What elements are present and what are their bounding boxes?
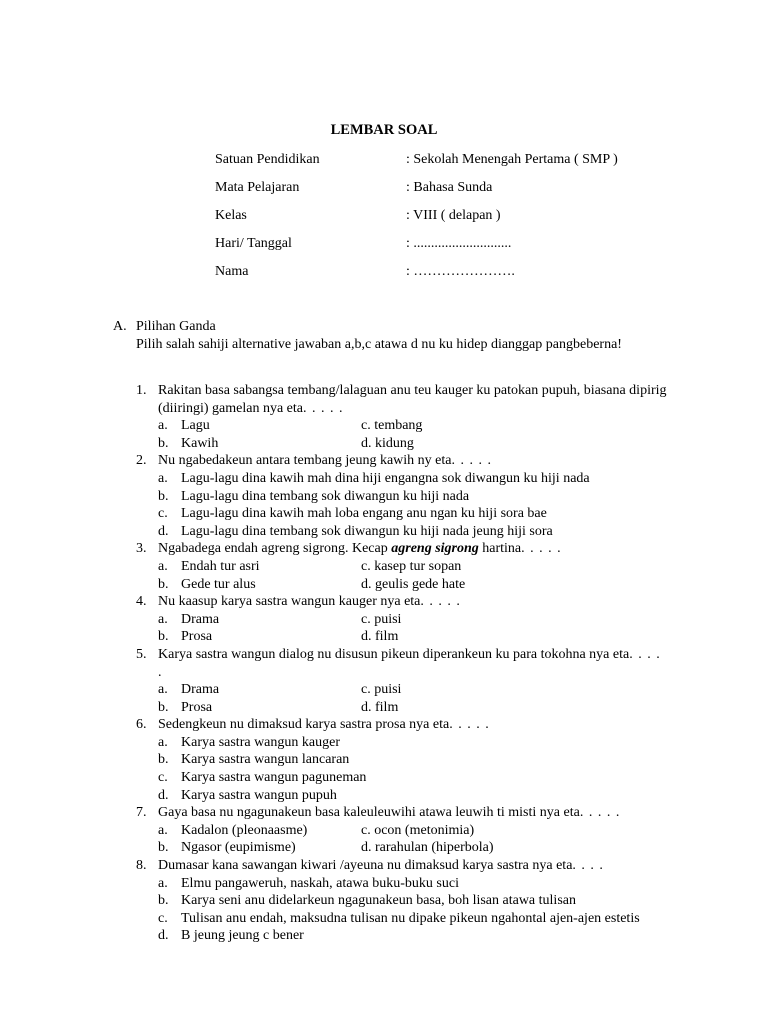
option-list: [0, 558, 768, 593]
question-item: [0, 804, 768, 857]
option-right: d. geulis gede hate: [361, 576, 466, 592]
option-right: d. kidung: [361, 435, 414, 451]
option-row: [0, 910, 768, 928]
page-title: LEMBAR SOAL: [330, 122, 438, 138]
question-dots: . . . . .: [420, 594, 461, 610]
option-letter: a.: [158, 682, 168, 698]
option-row: [0, 523, 768, 541]
option-text: Tulisan anu endah, maksudna tulisan nu dipake pikeun ngahontal ajen-ajen estetis: [181, 910, 640, 926]
option-right: d. film: [361, 699, 399, 715]
option-letter: b.: [158, 576, 169, 592]
question-text: Ngabadega endah agreng sigrong. Kecap agreng sigrong hartina. . . . .: [158, 541, 562, 557]
option-letter: a.: [158, 418, 168, 434]
question-dots: . . . . .: [579, 805, 621, 821]
option-row: [0, 699, 768, 717]
question-number: 5.: [136, 646, 147, 662]
option-letter: d.: [158, 928, 169, 944]
option-row: [0, 892, 768, 910]
option-text: Ngasor (eupimisme): [181, 840, 296, 856]
option-text: Lagu-lagu dina kawih mah loba engang anu ngan ku hiji sora bae: [181, 506, 547, 522]
question-item: [0, 593, 768, 646]
option-row: [0, 839, 768, 857]
question-item: [0, 857, 768, 945]
option-list: [0, 822, 768, 857]
option-text: Lagu: [181, 418, 210, 434]
option-right: c. puisi: [361, 611, 402, 627]
option-text: B jeung jeung c bener: [181, 928, 304, 944]
option-row: [0, 751, 768, 769]
option-letter: b.: [158, 893, 169, 909]
question-dots: . . . . .: [158, 646, 661, 680]
question-text: Sedengkeun nu dimaksud karya sastra prosa nya eta. . . . .: [158, 717, 490, 733]
header-value: : ………………….: [406, 264, 515, 279]
question-text: Dumasar kana sawangan kiwari /ayeuna nu dimaksud karya sastra nya eta. . . .: [158, 858, 604, 874]
option-text: Karya sastra wangun paguneman: [181, 770, 367, 786]
option-text: Lagu-lagu dina tembang sok diwangun ku hiji nada jeung hiji sora: [181, 523, 553, 539]
option-row: [0, 769, 768, 787]
question-emphasis: agreng sigrong: [391, 541, 479, 557]
option-list: [0, 417, 768, 452]
header-value: : VIII ( delapan ): [406, 208, 501, 223]
option-row: [0, 822, 768, 840]
question-list: [0, 382, 768, 945]
option-text: Karya sastra wangun lancaran: [181, 752, 350, 768]
section-title: Pilihan Ganda: [136, 319, 216, 334]
option-letter: a.: [158, 875, 168, 891]
option-right: c. tembang: [361, 418, 423, 434]
question-text: Rakitan basa sabangsa tembang/lalaguan anu teu kauger ku patokan pupuh, biasana dipirig (diiringi) gamelan nya eta. . . . .: [158, 383, 667, 416]
question-item: [0, 540, 768, 593]
option-letter: c.: [158, 506, 168, 522]
option-list: [0, 681, 768, 716]
question-number: 2.: [136, 453, 147, 469]
option-row: [0, 734, 768, 752]
option-right: d. rarahulan (hiperbola): [361, 840, 494, 856]
option-right: d. film: [361, 629, 399, 645]
question-text: Gaya basa nu ngagunakeun basa kaleuleuwihi atawa leuwih ti misti nya eta. . . . .: [158, 805, 621, 821]
question-number: 6.: [136, 717, 147, 733]
option-row: [0, 417, 768, 435]
question-number: 3.: [136, 541, 147, 557]
option-right: c. puisi: [361, 682, 402, 698]
section-letter: A.: [113, 319, 127, 334]
option-row: [0, 927, 768, 945]
question-text: Nu ngabedakeun antara tembang jeung kawih ny eta. . . . .: [158, 453, 493, 469]
header-value: : Sekolah Menengah Pertama ( SMP ): [406, 152, 618, 167]
option-letter: b.: [158, 629, 169, 645]
option-row: [0, 435, 768, 453]
question-item: [0, 452, 768, 540]
option-row: [0, 505, 768, 523]
option-letter: b.: [158, 488, 169, 504]
option-letter: a.: [158, 734, 168, 750]
option-letter: a.: [158, 558, 168, 574]
option-text: Prosa: [181, 629, 213, 645]
header-label: Kelas: [215, 208, 247, 223]
option-list: [0, 611, 768, 646]
option-letter: a.: [158, 470, 168, 486]
question-number: 7.: [136, 805, 147, 821]
option-text: Kawih: [181, 435, 219, 451]
question-dots: . . . .: [572, 858, 604, 874]
question-dots: . . . . .: [449, 717, 490, 733]
option-text: Karya seni anu didelarkeun ngagunakeun basa, boh lisan atawa tulisan: [181, 893, 576, 909]
option-text: Elmu pangaweruh, naskah, atawa buku-buku suci: [181, 875, 459, 891]
option-letter: d.: [158, 523, 169, 539]
option-right: c. ocon (metonimia): [361, 822, 475, 838]
header-label: Mata Pelajaran: [215, 180, 300, 195]
header-value: : ............................: [406, 236, 512, 251]
option-right: c. kasep tur sopan: [361, 558, 462, 574]
option-letter: a.: [158, 822, 168, 838]
question-number: 4.: [136, 594, 147, 610]
option-letter: c.: [158, 770, 168, 786]
option-row: [0, 470, 768, 488]
question-item: [0, 646, 768, 716]
option-list: [0, 470, 768, 540]
question-text: Karya sastra wangun dialog nu disusun pikeun diperankeun ku para tokohna nya eta. . . . .: [158, 646, 661, 680]
option-text: Karya sastra wangun pupuh: [181, 787, 337, 803]
option-letter: c.: [158, 910, 168, 926]
question-dots: . . . . .: [451, 453, 493, 469]
option-row: [0, 488, 768, 506]
question-dots: . . . . .: [521, 541, 562, 557]
option-list: [0, 734, 768, 804]
option-letter: b.: [158, 699, 169, 715]
header-label: Hari/ Tanggal: [215, 236, 292, 251]
option-row: [0, 875, 768, 893]
option-row: [0, 681, 768, 699]
option-text: Drama: [181, 611, 220, 627]
option-text: Endah tur asri: [181, 558, 260, 574]
header-value: : Bahasa Sunda: [406, 180, 493, 195]
option-text: Drama: [181, 682, 220, 698]
option-text: Prosa: [181, 699, 213, 715]
option-text: Karya sastra wangun kauger: [181, 734, 340, 750]
option-row: [0, 558, 768, 576]
option-letter: b.: [158, 840, 169, 856]
option-row: [0, 611, 768, 629]
question-item: [0, 382, 768, 452]
header-label: Nama: [215, 264, 249, 279]
option-letter: b.: [158, 435, 169, 451]
option-letter: b.: [158, 752, 169, 768]
question-item: [0, 716, 768, 804]
option-row: [0, 576, 768, 594]
question-text: Nu kaasup karya sastra wangun kauger nya eta. . . . .: [158, 594, 461, 610]
option-text: Lagu-lagu dina kawih mah dina hiji engangna sok diwangun ku hiji nada: [181, 470, 590, 486]
option-list: [0, 875, 768, 945]
question-dots: . . . . .: [303, 400, 344, 416]
option-text: Kadalon (pleonaasme): [181, 822, 308, 838]
question-number: 8.: [136, 858, 147, 874]
header-label: Satuan Pendidikan: [215, 152, 320, 167]
option-letter: d.: [158, 787, 169, 803]
section-instruction: Pilih salah sahiji alternative jawaban a,b,c atawa d nu ku hidep dianggap pangbeberna!: [136, 337, 622, 352]
option-text: Lagu-lagu dina tembang sok diwangun ku hiji nada: [181, 488, 470, 504]
question-number: 1.: [136, 383, 147, 398]
option-row: [0, 787, 768, 805]
option-row: [0, 628, 768, 646]
option-letter: a.: [158, 611, 168, 627]
option-text: Gede tur alus: [181, 576, 256, 592]
